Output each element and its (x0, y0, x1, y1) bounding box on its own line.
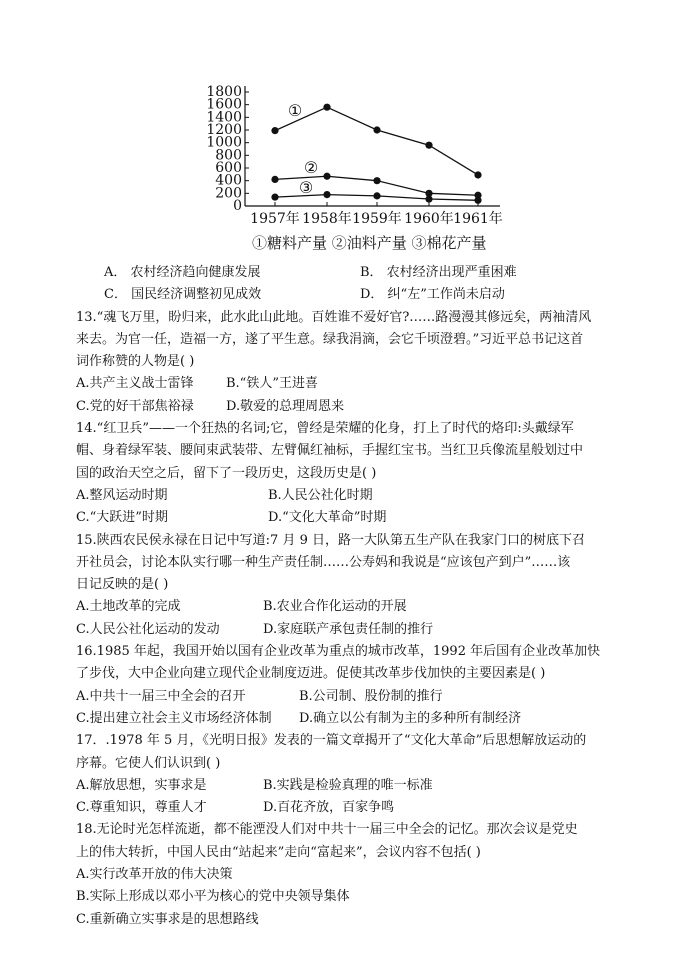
data-point (323, 104, 330, 111)
q14-options-row-2 (76, 507, 636, 529)
data-point (474, 197, 481, 204)
y-tick-label: 1400 (206, 109, 242, 126)
data-point (425, 142, 432, 149)
q15-options-row-2 (76, 619, 636, 641)
q13-stem-line-1: 13.“魂飞万里，盼归来，此水此山此地。百姓谁不爱好官?……路漫漫其修远矣，两袖清风 (76, 309, 592, 325)
q16-option-a[interactable]: A.中共十一届三中全会的召开 (76, 688, 246, 704)
data-point (271, 127, 278, 134)
y-tick-label: 1800 (206, 84, 242, 100)
y-tick-label: 1000 (206, 134, 242, 151)
q12-option-a[interactable]: A． 农村经济趋向健康发展 (104, 265, 261, 280)
q18-stem-line-2: 上的伟大转折，中国人民由“站起来”走向“富起来”，会议内容不包括( ) (76, 844, 481, 860)
x-tick-label: 1961年 (453, 211, 503, 227)
q15-stem-line-1: 15.陕西农民侯永禄在日记中写道:7 月 9 日，路一大队第五生产队在我家门口的树底下召 (76, 532, 585, 548)
q17-option-b[interactable]: B.实践是检验真理的唯一标准 (263, 777, 433, 793)
q15-stem-line-2: 开社员会，讨论本队实行哪一种生产责任制……公寿妈和我说是“应该包产到户”……该 (76, 554, 571, 570)
q16-option-b[interactable]: B.公司制、股份制的推行 (299, 688, 443, 704)
data-point (373, 177, 380, 184)
q14-stem-line-1: 14.“红卫兵”——一个狂热的名词;它，曾经是荣耀的化身，打上了时代的烙印:头戴绿军 (76, 421, 574, 437)
q13-stem-line-3: 词作称赞的人物是( ) (76, 354, 195, 370)
q13-option-c[interactable]: C.党的好干部焦裕禄 (76, 398, 194, 414)
q14-stem-line-3: 国的政治天空之后，留下了一段历史，这段历史是( ) (76, 465, 377, 481)
q16-option-d[interactable]: D.确立以公有制为主的多种所有制经济 (299, 710, 522, 726)
data-point (271, 194, 278, 201)
q15-option-c[interactable]: C.人民公社化运动的发动 (76, 621, 220, 637)
data-point (373, 126, 380, 133)
q12-options-row-2 (76, 284, 636, 306)
q16-stem-line-2: 了步伐，大中企业向建立现代企业制度迈进。促使其改革步伐加快的主要因素是( ) (76, 666, 546, 682)
chart-legend: ①糖料产量 ②油料产量 ③棉花产量 (252, 234, 487, 252)
q16-options-row-2 (76, 708, 636, 730)
q12-option-c[interactable]: C． 国民经济调整初见成效 (104, 287, 262, 303)
q15-option-a[interactable]: A.土地改革的完成 (76, 599, 181, 615)
q18-option-b[interactable]: B.实际上形成以邓小平为核心的党中央领导集体 (76, 889, 350, 905)
q17-option-d[interactable]: D.百花齐放，百家争鸣 (263, 800, 395, 816)
q14-options-row-1 (76, 485, 636, 507)
y-tick-label: 1600 (206, 96, 242, 113)
q14-option-a[interactable]: A.整风运动时期 (76, 487, 168, 503)
q12-options-row-1 (76, 262, 636, 284)
q13-option-a[interactable]: A.共产主义战士雷锋 (76, 376, 194, 392)
q14-option-c[interactable]: C.“大跃进”时期 (76, 510, 168, 526)
data-point (323, 191, 330, 198)
y-tick-label: 800 (215, 147, 242, 164)
y-tick-label: 200 (215, 185, 242, 202)
q17-option-a[interactable]: A.解放思想，实事求是 (76, 777, 207, 793)
q13-stem-line-2: 来去。为官一任，造福一方，遂了平生意。绿我涓滴，会它千顷澄碧。”习近平总书记这首 (76, 331, 584, 347)
q16-option-c[interactable]: C.提出建立社会主义市场经济体制 (76, 710, 272, 726)
q15-stem-line-3: 日记反映的是( ) (76, 577, 169, 593)
series-label-3: ③ (298, 178, 314, 197)
q16-options-row-1 (76, 686, 636, 708)
x-tick-label: 1957年 (250, 211, 300, 227)
series-label-2: ② (303, 158, 319, 177)
x-tick-label: 1960年 (404, 211, 454, 227)
q14-option-b[interactable]: B.人民公社化时期 (268, 487, 373, 503)
data-point (271, 176, 278, 183)
data-point (425, 195, 432, 202)
q17-option-c[interactable]: C.尊重知识，尊重人才 (76, 800, 207, 816)
q13-option-d[interactable]: D.敬爱的总理周恩来 (226, 398, 345, 414)
data-point (373, 192, 380, 199)
y-tick-label: 1200 (206, 122, 242, 138)
q12-option-b[interactable]: B． 农村经济出现严重困难 (360, 265, 517, 280)
q12-option-d[interactable]: D． 纠“左”工作尚未启动 (360, 287, 505, 303)
q15-option-b[interactable]: B.农业合作化运动的开展 (263, 599, 407, 615)
series-label-1: ① (287, 101, 303, 120)
q14-stem-line-2: 帽、身着绿军装、腰间束武装带、左臂佩红袖标，手握红宝书。当红卫兵像流星般划过中 (76, 443, 584, 459)
q18-option-a[interactable]: A.实行改革开放的伟大决策 (76, 867, 233, 883)
q17-stem-line-1: 17．.1978 年 5 月，《光明日报》发表的一篇文章揭开了“文化大革命”后思想解放运动的 (76, 733, 587, 749)
q17-options-row-2 (76, 797, 636, 819)
y-tick-label: 600 (215, 160, 242, 176)
q13-option-b[interactable]: B.“铁人”王进喜 (226, 376, 318, 392)
data-point (474, 171, 481, 178)
q16-stem-line-1: 16.1985 年起，我国开始以国有企业改革为重点的城市改革，1992 年后国有企业改革加快 (76, 644, 601, 660)
data-point (323, 173, 330, 180)
x-tick-label: 1958年 (302, 211, 352, 227)
q18-option-c[interactable]: C.重新确立实事求是的思想路线 (76, 911, 259, 927)
q13-options-row-1 (76, 373, 636, 395)
q13-options-row-2 (76, 396, 636, 418)
q14-option-d[interactable]: D.“文化大革命”时期 (268, 510, 387, 526)
q17-stem-line-2: 序幕。它使人们认识到( ) (76, 755, 221, 771)
q15-option-d[interactable]: D.家庭联产承包责任制的推行 (263, 621, 434, 637)
y-tick-label: 400 (215, 172, 242, 189)
question-content (76, 262, 636, 931)
x-tick-label: 1959年 (352, 211, 402, 227)
y-tick-label: 0 (233, 198, 242, 214)
q17-options-row-1 (76, 775, 636, 797)
q15-options-row-1 (76, 596, 636, 618)
q18-stem-line-1: 18.无论时光怎样流逝，都不能湮没人们对中共十一届三中全会的记忆。那次会议是党史 (76, 822, 578, 838)
